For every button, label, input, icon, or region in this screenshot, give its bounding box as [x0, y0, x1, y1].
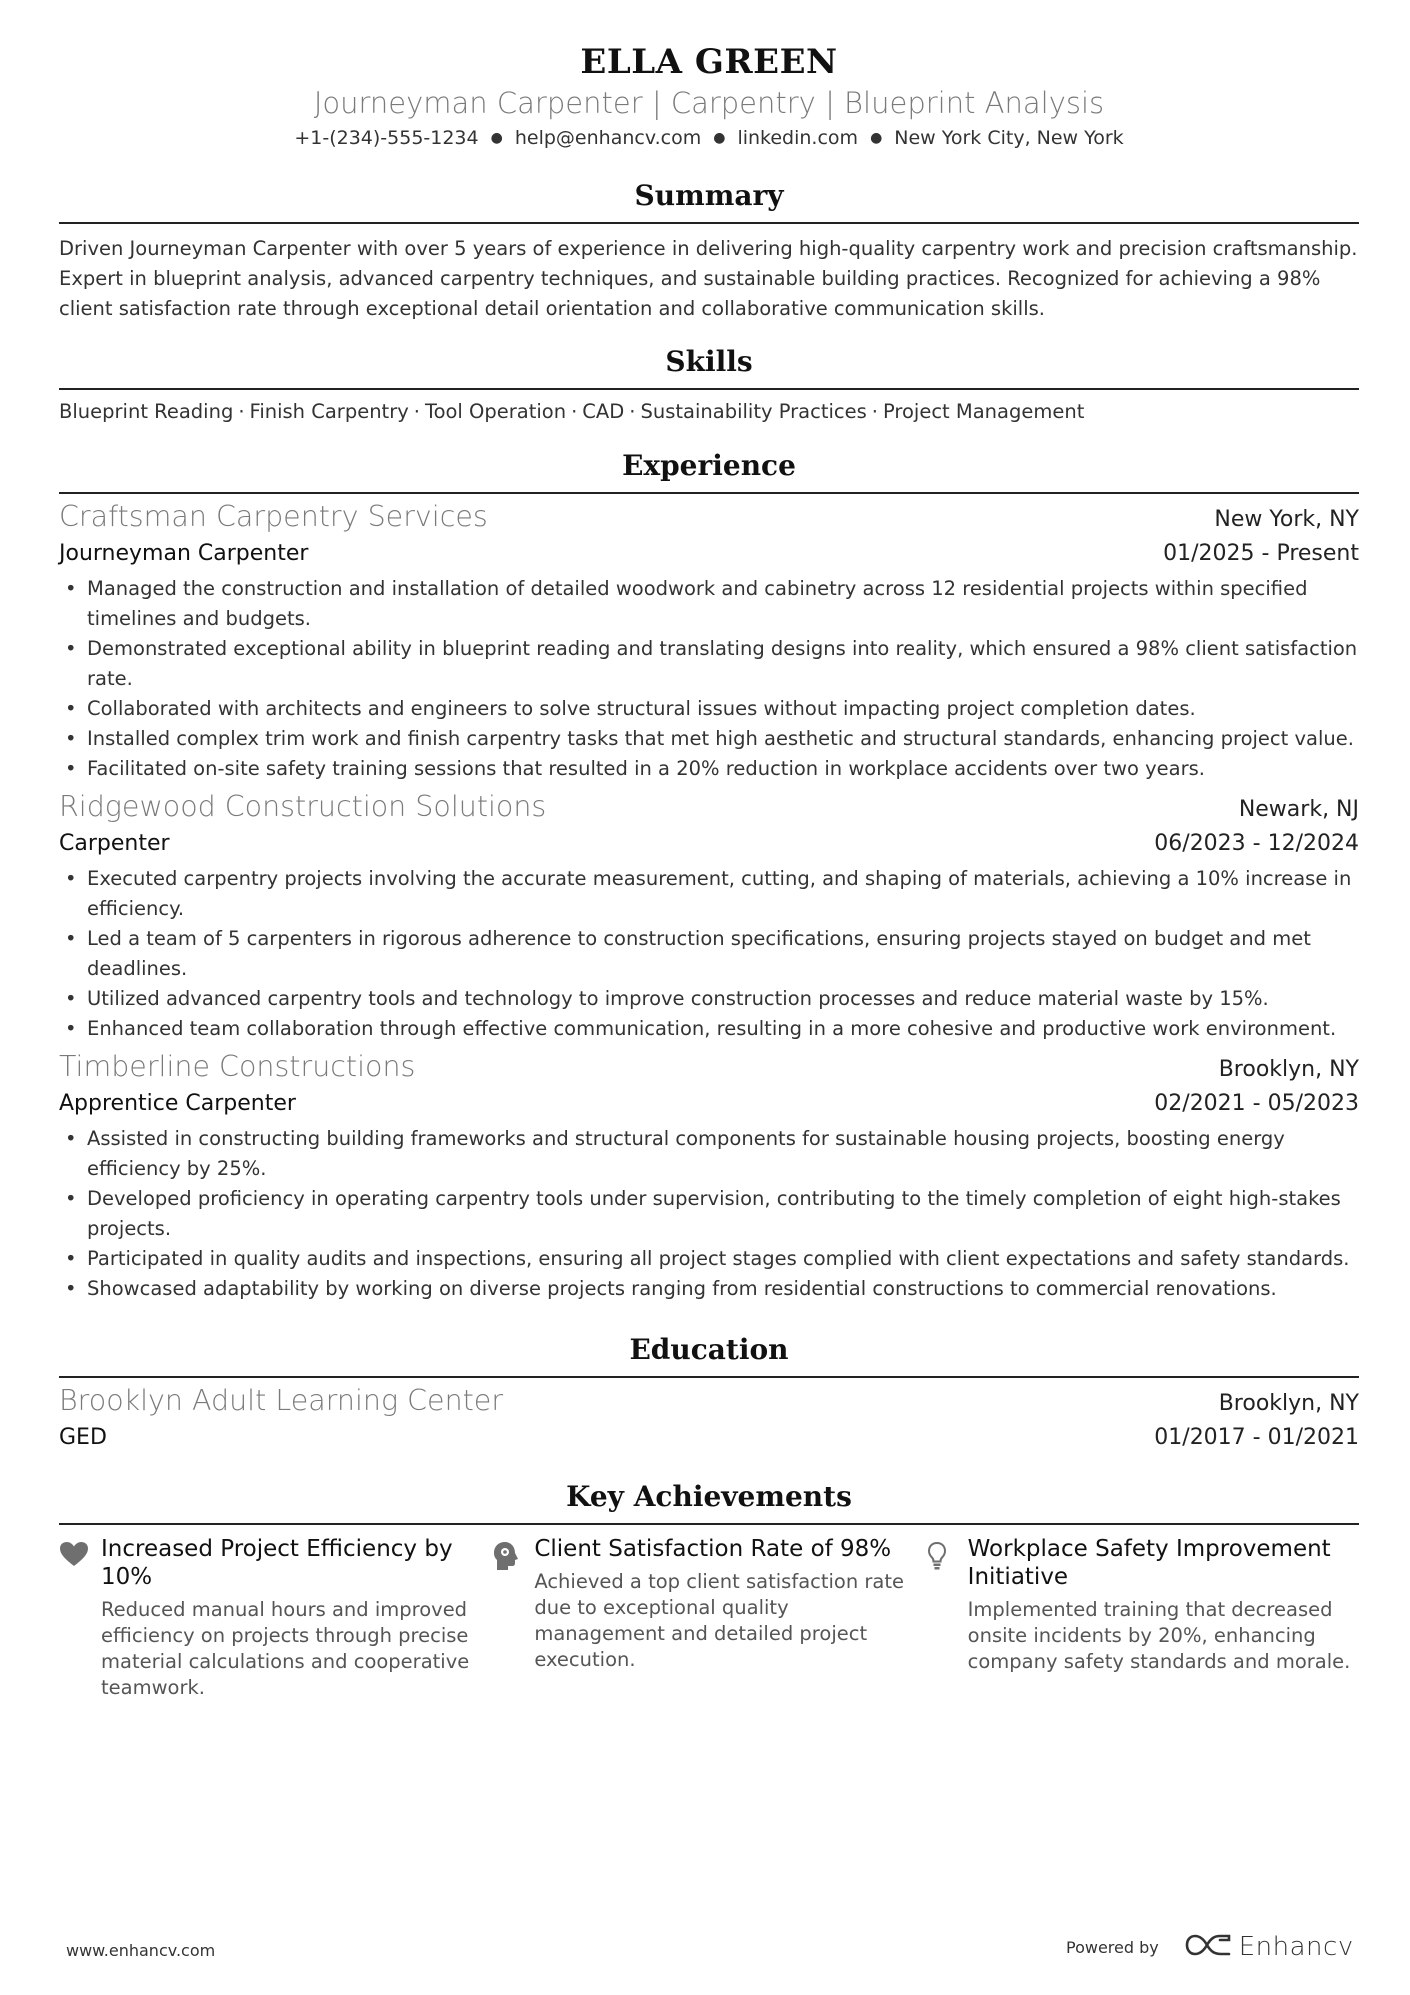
bullet-item: • Utilized advanced carpentry tools and technology to improve construction processes and reduce material waste by 15%.: [59, 984, 1359, 1014]
bullet-item: • Showcased adaptability by working on diverse projects ranging from residential constructions to commercial renovations.: [59, 1274, 1359, 1304]
achievement-description: Implemented training that decreased onsite incidents by 20%, enhancing company safety standards and morale.: [967, 1598, 1351, 1673]
bullet-item: • Led a team of 5 carpenters in rigorous adherence to construction specifications, ensuring projects stayed on budget and met deadlines.: [59, 924, 1359, 984]
skill-item: CAD: [582, 400, 625, 423]
achievement-description: Reduced manual hours and improved efficiency on projects through precise material calculations and cooperative teamwork.: [101, 1598, 470, 1699]
powered-by-label: Powered by: [1066, 1937, 1159, 1957]
experience-section: [59, 446, 1359, 1304]
summary-section: [59, 176, 1359, 324]
contact-line: [59, 124, 1359, 154]
brand-name[interactable]: Enhancv: [1238, 1932, 1354, 1962]
job-entry: [59, 1048, 1359, 1304]
footer-branding: [1066, 1932, 1354, 1962]
achievement-description: Achieved a top client satisfaction rate due to exceptional quality management and detailed project execution.: [534, 1570, 905, 1671]
email[interactable]: help@enhancv.com: [514, 127, 702, 149]
separator-dot: ●: [870, 130, 883, 146]
skill-item: Finish Carpentry: [249, 400, 409, 423]
job-bullets: [59, 1124, 1359, 1304]
achievement-title: Client Satisfaction Rate of 98%: [534, 1536, 892, 1562]
section-title-skills: Skills: [665, 345, 753, 378]
skill-item: Tool Operation: [424, 400, 567, 423]
job-location: New York, NY: [1214, 507, 1359, 532]
achievement-title: Increased Project Efficiency by 10%: [101, 1536, 453, 1590]
bullet-item: • Assisted in constructing building frameworks and structural components for sustainable housing projects, boosting energy efficiency by 25%.: [59, 1124, 1359, 1184]
section-title-experience: Experience: [622, 449, 796, 482]
achievement-title: Workplace Safety Improvement Initiative: [967, 1536, 1331, 1590]
bullet-item: • Demonstrated exceptional ability in blueprint reading and translating designs into reality, which ensured a 98% client satisfaction rate.: [59, 634, 1359, 694]
job-title: Apprentice Carpenter: [59, 1091, 296, 1116]
company-name: Craftsman Carpentry Services: [59, 500, 488, 533]
degree: GED: [59, 1425, 107, 1450]
headline: Journeyman Carpenter | Carpentry | Blueprint Analysis: [313, 86, 1105, 120]
section-divider: [59, 1376, 1359, 1378]
phone[interactable]: +1-(234)-555-1234: [294, 127, 479, 149]
summary-text: Driven Journeyman Carpenter with over 5 years of experience in delivering high-quality carpentry work and precision craftsmanship. Expert in blueprint analysis, advanced carpentry techniques, and sustainable building practices. Recognized for achieving a 98% client satisfaction rate through exceptional detail orientation and collaborative communication skills.: [59, 237, 1358, 320]
company-name: Timberline Constructions: [59, 1050, 416, 1083]
job-title: Journeyman Carpenter: [59, 541, 309, 566]
skill-item: Project Management: [882, 400, 1085, 423]
section-divider: [59, 492, 1359, 494]
job-entry: [59, 498, 1359, 784]
job-bullets: [59, 574, 1359, 784]
job-dates: 06/2023 - 12/2024: [1154, 831, 1359, 856]
skills-section: [59, 342, 1359, 426]
section-divider: [59, 388, 1359, 390]
school-name: Brooklyn Adult Learning Center: [59, 1384, 504, 1417]
achievement-item: [492, 1535, 925, 1701]
enhancv-logo-icon: [1185, 1933, 1231, 1961]
footer-website[interactable]: www.enhancv.com: [66, 1941, 216, 1960]
bullet-item: • Participated in quality audits and inspections, ensuring all project stages complied with client expectations and safety standards.: [59, 1244, 1359, 1274]
job-entry: [59, 788, 1359, 1044]
resume-page: [59, 40, 1359, 1701]
job-title: Carpenter: [59, 831, 170, 856]
skill-item: Blueprint Reading: [59, 400, 234, 423]
section-title-education: Education: [629, 1333, 789, 1366]
education-dates: 01/2017 - 01/2021: [1154, 1425, 1359, 1450]
school-location: Brooklyn, NY: [1218, 1391, 1359, 1416]
bullet-item: • Developed proficiency in operating carpentry tools under supervision, contributing to the timely completion of eight high-stakes projects.: [59, 1184, 1359, 1244]
separator-dot: ●: [713, 130, 726, 146]
education-entry: [59, 1382, 1359, 1455]
head-gear-icon: [492, 1535, 534, 1701]
bullet-item: • Executed carpentry projects involving the accurate measurement, cutting, and shaping of materials, achieving a 10% increase in efficiency.: [59, 864, 1359, 924]
job-bullets: [59, 864, 1359, 1044]
achievements-section: [59, 1477, 1359, 1701]
skills-list: Blueprint Reading · Finish Carpentry · Tool Operation · CAD · Sustainability Practices · Project Management: [59, 400, 1085, 423]
job-dates: 02/2021 - 05/2023: [1154, 1091, 1359, 1116]
job-location: Newark, NJ: [1238, 797, 1359, 822]
location: New York City, New York: [894, 127, 1124, 149]
achievement-item: [59, 1535, 492, 1701]
bullet-item: • Enhanced team collaboration through effective communication, resulting in a more cohesive and productive work environment.: [59, 1014, 1359, 1044]
candidate-name: ELLA GREEN: [580, 42, 838, 82]
section-divider: [59, 1523, 1359, 1525]
heart-icon: [59, 1535, 101, 1701]
company-name: Ridgewood Construction Solutions: [59, 790, 547, 823]
lightbulb-icon: [926, 1535, 968, 1701]
job-dates: 01/2025 - Present: [1163, 541, 1359, 566]
bullet-item: • Collaborated with architects and engineers to solve structural issues without impacting project completion dates.: [59, 694, 1359, 724]
skill-item: Sustainability Practices: [640, 400, 867, 423]
education-section: [59, 1330, 1359, 1455]
section-divider: [59, 222, 1359, 224]
linkedin-link[interactable]: linkedin.com: [737, 127, 859, 149]
section-title-achievements: Key Achievements: [566, 1480, 852, 1513]
separator-dot: ●: [490, 130, 503, 146]
section-title-summary: Summary: [634, 179, 784, 212]
job-location: Brooklyn, NY: [1218, 1057, 1359, 1082]
achievement-item: [926, 1535, 1359, 1701]
bullet-item: • Installed complex trim work and finish carpentry tasks that met high aesthetic and structural standards, enhancing project value.: [59, 724, 1359, 754]
bullet-item: • Managed the construction and installation of detailed woodwork and cabinetry across 12 residential projects within specified timelines and budgets.: [59, 574, 1359, 634]
achievements-grid: [59, 1535, 1359, 1701]
bullet-item: • Facilitated on-site safety training sessions that resulted in a 20% reduction in workplace accidents over two years.: [59, 754, 1359, 784]
